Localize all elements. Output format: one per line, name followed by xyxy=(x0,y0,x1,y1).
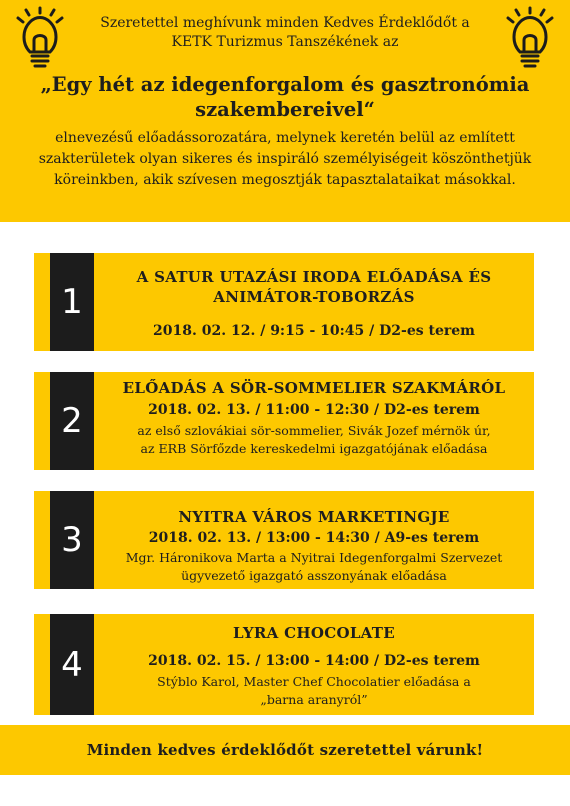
event-card-1 xyxy=(34,253,534,351)
event-title: NYITRA VÁROS MARKETINGJE xyxy=(178,508,450,526)
event-description: az első szlovákiai sör-sommelier, Sivák Jozef mérnök úr, xyxy=(137,423,491,438)
invitation-intro xyxy=(80,14,490,52)
event-title: ANIMÁTOR-TOBORZÁS xyxy=(213,288,415,306)
event-title: A SATUR UTAZÁSI IRODA ELŐADÁSA ÉS xyxy=(136,268,492,286)
event-card-4 xyxy=(34,614,534,715)
event-title: LYRA CHOCOLATE xyxy=(233,624,395,642)
event-number: 4 xyxy=(50,614,94,715)
event-title: ELŐADÁS A SÖR-SOMMELIER SZAKMÁRÓL xyxy=(122,379,506,397)
event-details xyxy=(94,491,534,589)
event-details xyxy=(94,614,534,715)
event-description: Stýblo Karol, Master Chef Chocolatier előadása a xyxy=(157,674,471,689)
event-description: az ERB Sörfőzde kereskedelmi igazgatójának előadása xyxy=(140,441,488,456)
intro-line: KETK Turizmus Tanszékének az xyxy=(171,34,399,50)
footer-banner xyxy=(0,725,570,775)
event-details xyxy=(94,253,534,351)
series-title-line: szakembereivel“ xyxy=(195,98,375,121)
event-description: ügyvezető igazgató asszonyának előadása xyxy=(181,568,447,583)
event-details xyxy=(94,372,534,470)
description-line: köreinkben, akik szívesen megosztják tapasztalataikat másokkal. xyxy=(54,172,516,188)
series-title xyxy=(30,72,540,122)
event-date: 2018. 02. 13. / 13:00 - 14:30 / A9-es terem xyxy=(148,530,480,546)
event-card-2 xyxy=(34,372,534,470)
series-title-line: „Egy hét az idegenforgalom és gasztronómia xyxy=(40,73,530,96)
event-description: „barna aranyról” xyxy=(260,692,368,707)
event-date: 2018. 02. 13. / 11:00 - 12:30 / D2-es terem xyxy=(148,402,480,418)
event-date: 2018. 02. 15. / 13:00 - 14:00 / D2-es terem xyxy=(148,653,480,669)
event-number: 1 xyxy=(50,253,94,351)
intro-line: Szeretettel meghívunk minden Kedves Érdeklődőt a xyxy=(100,15,470,31)
series-description xyxy=(20,128,550,191)
header-banner xyxy=(0,0,570,222)
description-line: elnevezésű előadássorozatára, melynek keretén belül az említett xyxy=(55,130,515,146)
description-line: szakterületek olyan sikeres és inspiráló személyiségeit köszönthetjük xyxy=(38,151,532,167)
event-date: 2018. 02. 12. / 9:15 - 10:45 / D2-es terem xyxy=(153,323,475,339)
lightbulb-icon xyxy=(504,6,556,76)
event-number: 3 xyxy=(50,491,94,589)
closing-message: Minden kedves érdeklődőt szeretettel várunk! xyxy=(86,741,484,759)
event-card-3 xyxy=(34,491,534,589)
event-description: Mgr. Háronikova Marta a Nyitrai Idegenforgalmi Szervezet xyxy=(125,550,503,565)
event-number: 2 xyxy=(50,372,94,470)
lightbulb-icon xyxy=(14,6,66,76)
